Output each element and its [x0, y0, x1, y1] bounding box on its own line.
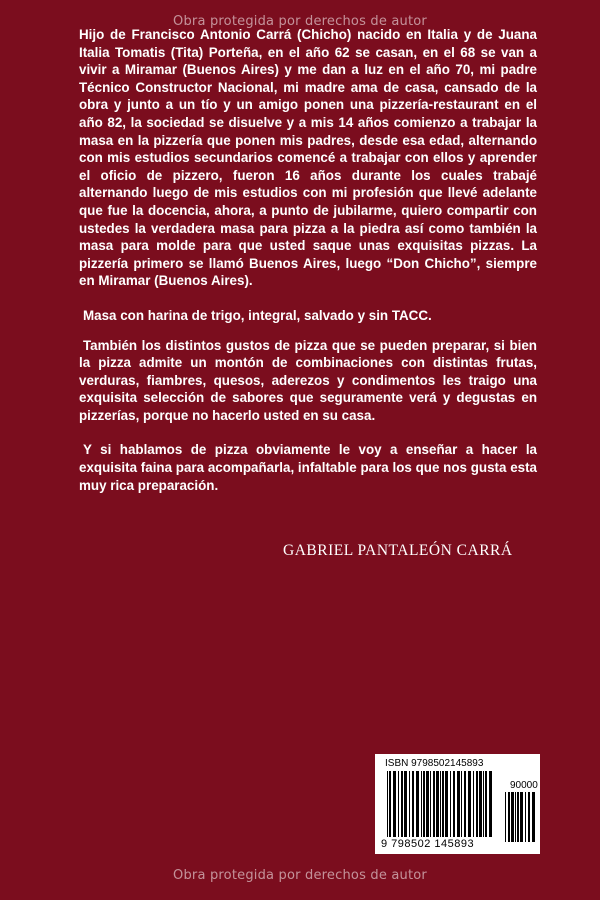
- biography-paragraph: Hijo de Francisco Antonio Carrá (Chicho) nacido en Italia y de Juana Italia Tomatis (Tita) Porteña, en el año 62 se casan, en el 68 se van a vivir a Miramar (Buenos Aires) y me dan a luz en el año 70, mi padre Técnico Constructor Nacional, mi madre ama de casa, cansado de la obra y junto a un tío y un amigo ponen una pizzería-restaurant en el año 82, la sociedad se disuelve y a mis 14 años comienzo a trabajar la masa en la pizzería que ponen mis padres, desde esa edad, alternando con mis estudios secundarios comencé a trabajar con ellos y aprender el oficio de pizzero, fueron 16 años durante los cuales trabajé alternando luego de mis estudios con mi profesión que llevé adelante que fue la docencia, ahora, a punto de jubilarme, quiero compartir con ustedes la verdadera masa para pizza a la piedra así como también la masa para molde para que usted saque unas exquisitas pizzas. La pizzería primero se llamó Buenos Aires, luego “Don Chicho”, siempre en Miramar (Buenos Aires).: [79, 27, 537, 289]
- price-barcode-bars: [505, 792, 537, 842]
- ean-barcode-bars: [387, 771, 497, 837]
- isbn-digits: 9 798502 145893: [381, 838, 475, 850]
- isbn-barcode: [375, 754, 540, 854]
- flavors-paragraph: También los distintos gustos de pizza que se pueden preparar, si bien la pizza admite un montón de combinaciones con distintas frutas, verduras, fiambres, quesos, aderezos y condimentos les traigo una exquisita selección de sabores que seguramente verá y degustas en pizzerías, porque no hacerlo usted en su casa.: [79, 337, 537, 423]
- isbn-label: ISBN 9798502145893: [385, 758, 484, 769]
- author-name: GABRIEL PANTALEÓN CARRÁ: [283, 542, 513, 559]
- faina-paragraph: Y si hablamos de pizza obviamente le voy a enseñar a hacer la exquisita faina para acompañarla, infaltable para los que nos gusta esta muy rica preparación.: [79, 442, 537, 493]
- price-code: 90000: [510, 780, 538, 791]
- watermark-bottom: Obra protegida por derechos de autor: [173, 868, 427, 883]
- watermark-top: Obra protegida por derechos de autor: [173, 14, 427, 29]
- dough-types-paragraph: Masa con harina de trigo, integral, salvado y sin TACC.: [83, 307, 432, 323]
- back-cover-text: [79, 26, 537, 511]
